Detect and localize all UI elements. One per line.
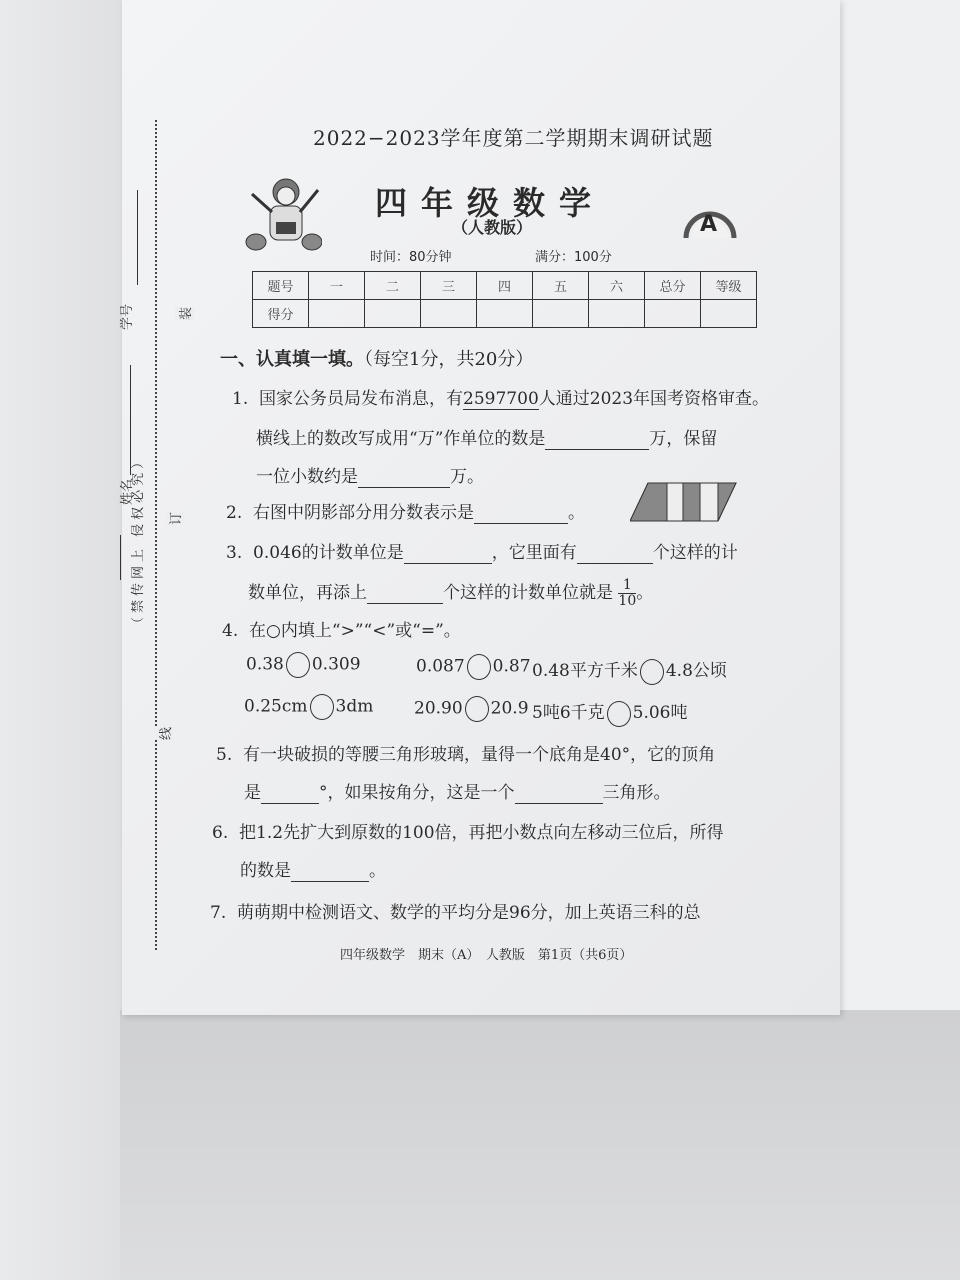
score-cell[interactable] (421, 300, 477, 328)
q-text: 万。 (450, 467, 484, 487)
fraction-denominator: 10 (618, 593, 637, 609)
q-number: 4. (222, 621, 239, 641)
exam-title: 2022−2023学年度第二学期期末调研试题 (313, 126, 714, 150)
score-table (252, 271, 757, 328)
header-cell: 题号 (253, 272, 309, 300)
q-text: 三角形。 (602, 783, 671, 803)
version-letter: A (700, 212, 718, 237)
header-cell: 二 (365, 272, 421, 300)
q-number: 5. (216, 745, 233, 765)
compare-left: 0.48平方千米 (532, 661, 638, 681)
fraction (618, 578, 636, 609)
q-text: 人通过2023年国考资格审查。 (538, 389, 770, 409)
compare-left: 0.25cm (244, 696, 308, 717)
answer-blank[interactable] (515, 783, 603, 804)
answer-blank[interactable] (358, 467, 450, 488)
section-heading (220, 345, 533, 371)
question-6-line-2 (240, 856, 386, 882)
q-text: 在○内填上“>”“<”或“=”。 (249, 621, 461, 641)
bind-mark-1: 装 (175, 307, 194, 320)
exam-time: 时间：80分钟 (370, 250, 452, 265)
header-cell: 三 (421, 272, 477, 300)
compare-right: 4.8公顷 (665, 661, 727, 681)
q-text: 把1.2先扩大到原数的100倍，再把小数点向左移动三位后，所得 (239, 823, 724, 843)
question-1-line-2 (256, 424, 717, 450)
compare-left: 0.087 (416, 656, 465, 677)
q-text: 。 (369, 861, 386, 881)
compare-right: 5.06吨 (632, 703, 688, 723)
background-left (0, 0, 122, 1280)
answer-blank[interactable] (577, 543, 653, 564)
answer-blank[interactable] (291, 861, 369, 882)
q-text: 0.046的计数单位是 (253, 543, 404, 563)
compare-item (244, 694, 373, 720)
question-3-line-1 (226, 538, 738, 564)
compare-left: 0.38 (246, 654, 284, 675)
q-text: 个这样的计 (652, 543, 738, 563)
student-id-label: 学号 (120, 303, 135, 330)
shaded-parallelogram-figure (630, 482, 738, 522)
answer-blank[interactable] (474, 503, 568, 524)
q-text: 是 (244, 783, 261, 803)
section-title: 一、认真填一填。 (220, 349, 364, 370)
question-1-line-3 (256, 462, 484, 488)
q-text: 万，保留 (649, 429, 718, 449)
page-footer: 四年级数学 期末（A） 人教版 第1页（共6页） (340, 948, 633, 963)
header-cell: 等级 (701, 272, 757, 300)
compare-left: 20.90 (414, 698, 463, 719)
score-cell[interactable] (309, 300, 365, 328)
score-cell[interactable] (365, 300, 421, 328)
question-2 (226, 498, 585, 524)
score-table-header (253, 272, 757, 300)
q-text: 萌萌期中检测语文、数学的平均分是96分，加上英语三科的总 (237, 903, 701, 923)
q-number: 6. (212, 823, 229, 843)
question-6-line-1 (212, 818, 724, 843)
compare-item (414, 696, 529, 722)
answer-blank[interactable] (261, 783, 319, 804)
compare-item (532, 698, 688, 727)
answer-blank[interactable] (545, 429, 649, 450)
q-text: 的数是 (240, 861, 291, 881)
question-7-line-1 (210, 898, 701, 923)
q-text: 一位小数约是 (256, 467, 358, 487)
table-surface (120, 1010, 960, 1280)
q-number: 2. (226, 503, 243, 523)
q-number: 7. (210, 903, 227, 923)
score-table-row (253, 300, 757, 328)
compare-item (416, 654, 531, 680)
underlined-number: 2597700 (463, 389, 539, 409)
q-text: °，如果按角分，这是一个 (319, 783, 515, 803)
name-label: 姓名 (120, 478, 135, 505)
edition-label: （人教版） (452, 218, 533, 237)
full-score: 满分：100分 (535, 250, 612, 265)
subject-title: 四年级数学 (375, 184, 606, 222)
score-cell[interactable] (533, 300, 589, 328)
copyright-notice: （禁传网上 侵权必究） (131, 451, 146, 630)
header-cell: 总分 (645, 272, 701, 300)
q-text: 数单位，再添上 (248, 583, 367, 603)
score-cell[interactable] (701, 300, 757, 328)
student-id-line (137, 190, 138, 285)
header-cell: 六 (589, 272, 645, 300)
q-text: 个这样的计数单位就是 (443, 583, 613, 603)
bind-mark-3: 线 (155, 727, 174, 740)
q-text: 右图中阴影部分用分数表示是 (253, 503, 475, 523)
score-cell[interactable] (589, 300, 645, 328)
answer-blank[interactable] (404, 543, 492, 564)
compare-circle[interactable] (286, 652, 310, 678)
q-number: 1. (232, 389, 249, 409)
section-note: （每空1分，共20分） (364, 349, 534, 370)
compare-circle[interactable] (607, 701, 631, 727)
question-3-line-2 (248, 578, 653, 609)
compare-circle[interactable] (465, 696, 489, 722)
q-text: 。 (636, 583, 654, 603)
compare-circle[interactable] (640, 659, 664, 685)
q-text: 有一块破损的等腰三角形玻璃，量得一个底角是40°，它的顶角 (243, 745, 716, 765)
compare-right: 0.87 (492, 656, 531, 677)
score-cell[interactable] (477, 300, 533, 328)
student-illustration-icon (242, 172, 322, 254)
compare-circle[interactable] (310, 694, 334, 720)
answer-blank[interactable] (367, 583, 443, 604)
question-5-line-2 (244, 778, 671, 804)
question-4 (222, 616, 461, 641)
question-5-line-1 (216, 740, 715, 765)
q-text: 。 (568, 503, 586, 523)
compare-right: 3dm (335, 696, 374, 717)
name-line-ext (120, 535, 121, 580)
header-cell: 五 (533, 272, 589, 300)
compare-circle[interactable] (467, 654, 491, 680)
compare-item (246, 652, 361, 678)
score-cell[interactable] (645, 300, 701, 328)
compare-right: 20.9 (490, 698, 529, 719)
header-cell: 四 (477, 272, 533, 300)
compare-item (532, 656, 727, 685)
q-text: ，它里面有 (491, 543, 577, 563)
binding-line (155, 120, 157, 950)
bind-mark-2: 订 (165, 512, 184, 525)
q-text: 横线上的数改写成用“万”作单位的数是 (256, 429, 546, 449)
header-cell: 一 (309, 272, 365, 300)
q-number: 3. (226, 543, 243, 563)
row-label: 得分 (253, 300, 309, 328)
compare-left: 5吨6千克 (532, 703, 605, 723)
compare-right: 0.309 (311, 654, 361, 675)
question-1-line-1 (232, 384, 769, 410)
fraction-numerator: 1 (622, 577, 632, 593)
q-text: 国家公务员局发布消息，有 (259, 389, 464, 409)
